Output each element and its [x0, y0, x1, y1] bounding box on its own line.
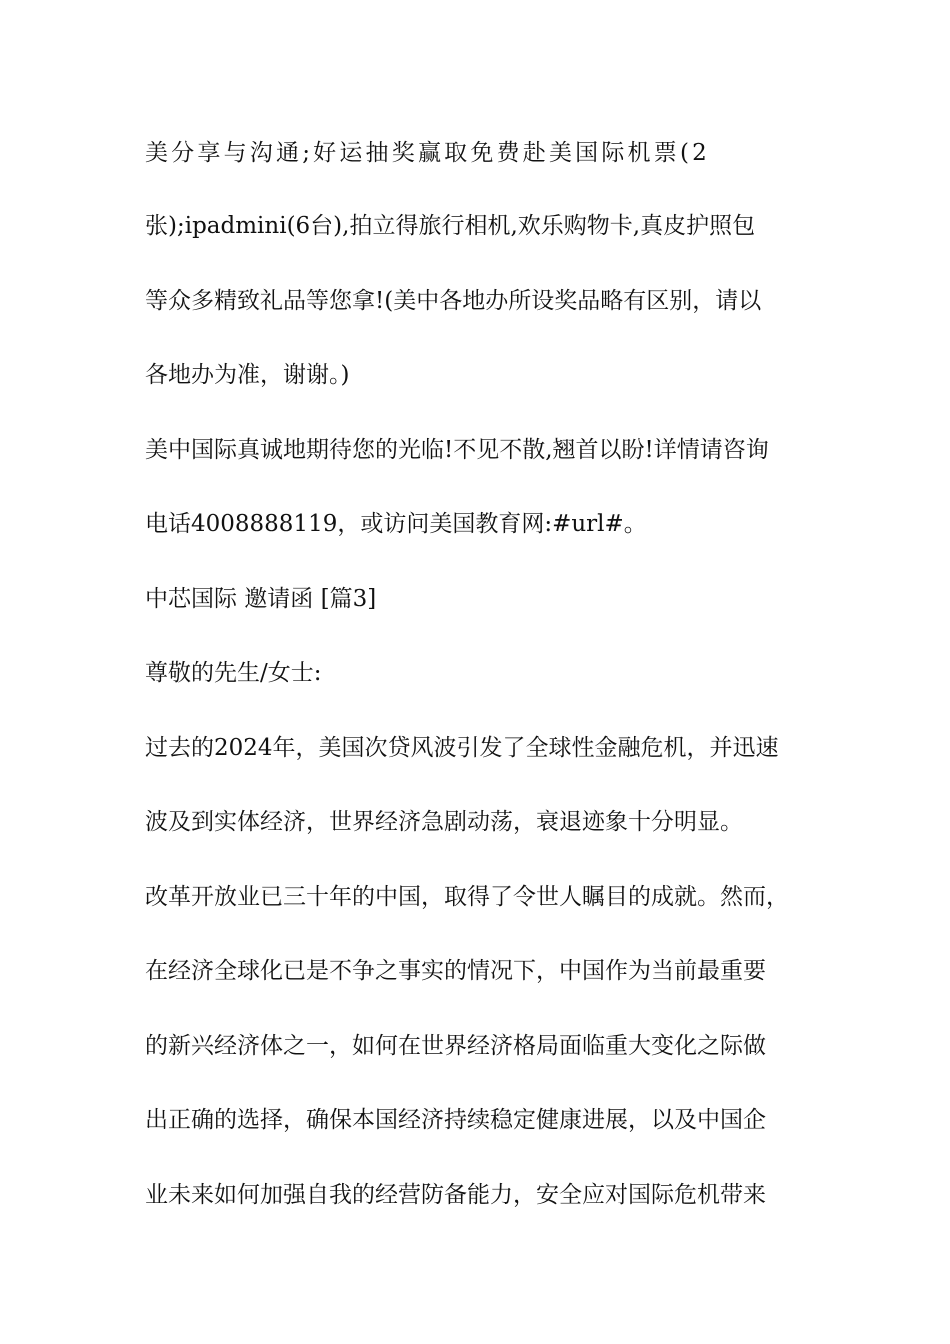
section-heading: 中芯国际 邀请函 [篇3]	[145, 586, 377, 612]
text-line: 电话4008888119，或访问美国教育网:#url#。	[145, 511, 647, 537]
text-line: 各地办为准，谢谢。)	[145, 362, 350, 388]
text-line: 改革开放业已三十年的中国，取得了令世人瞩目的成就。然而，	[145, 884, 789, 910]
text-line: 美分享与沟通;好运抽奖赢取免费赴美国际机票(2	[145, 140, 710, 166]
text-line: 等众多精致礼品等您拿!(美中各地办所设奖品略有区别，请以	[145, 288, 762, 314]
text-line: 的新兴经济体之一，如何在世界经济格局面临重大变化之际做	[145, 1033, 766, 1059]
text-line: 张);ipadmini(6台),拍立得旅行相机,欢乐购物卡,真皮护照包	[145, 213, 756, 239]
text-line: 波及到实体经济，世界经济急剧动荡，衰退迹象十分明显。	[145, 809, 743, 835]
text-line: 美中国际真诚地期待您的光临!不见不散,翘首以盼!详情请咨询	[145, 437, 769, 463]
text-line: 出正确的选择，确保本国经济持续稳定健康进展，以及中国企	[145, 1107, 766, 1133]
text-line: 过去的2024年，美国次贷风波引发了全球性金融危机，并迅速	[145, 735, 779, 761]
text-line: 业未来如何加强自我的经营防备能力，安全应对国际危机带来	[145, 1182, 766, 1208]
salutation: 尊敬的先生/女士:	[145, 660, 322, 686]
text-line: 在经济全球化已是不争之事实的情况下，中国作为当前最重要	[145, 958, 766, 984]
